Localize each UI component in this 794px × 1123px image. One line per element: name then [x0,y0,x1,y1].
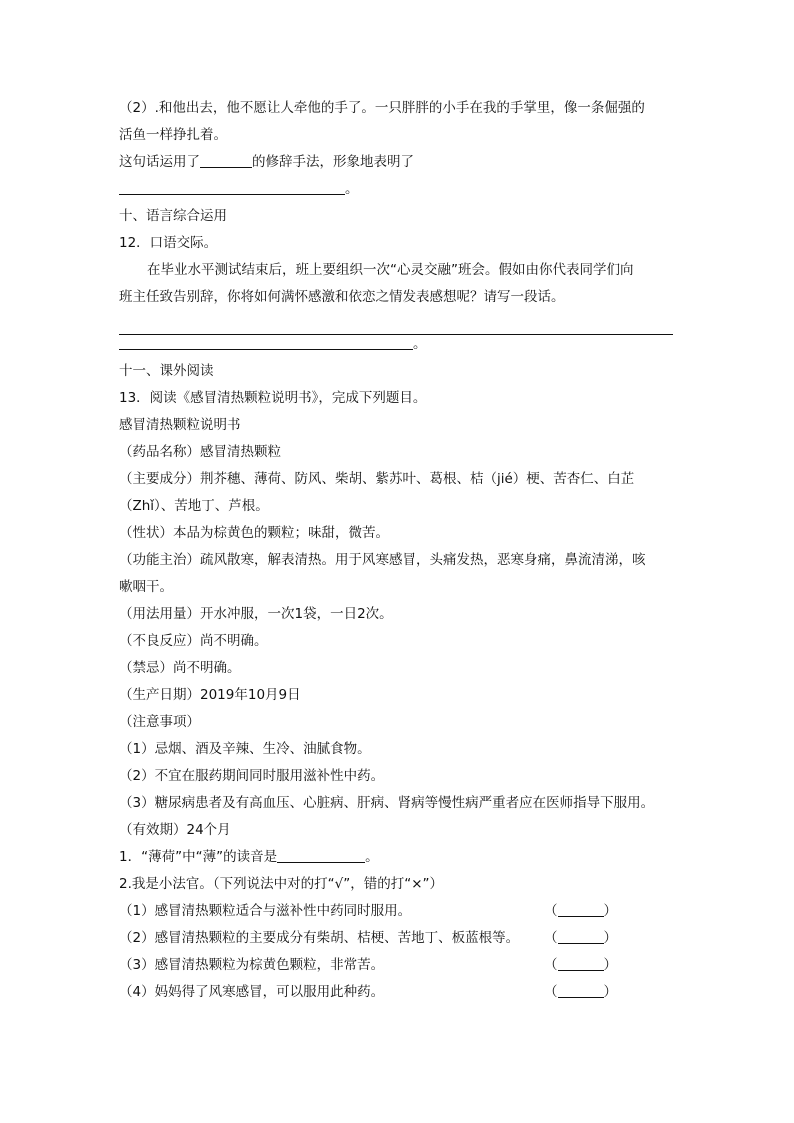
judgment-text: （1）感冒清热颗粒适合与滋补性中药同时服用。 [119,903,412,919]
judgment-answer-box[interactable]: （ ） [544,979,617,1006]
leaflet-line: （主要成分）荆芥穗、薄荷、防风、柴胡、紫苏叶、葛根、桔（jié）梗、苦杏仁、白芷 [119,471,635,487]
q12-body-2: 班主任致告别辞，你将如何满怀感激和依恋之情发表感想呢？请写一段话。 [119,289,565,305]
q2-line-3-suffix: 的修辞手法，形象地表明了 [252,154,414,170]
leaflet-line: （生产日期）2019年10月9日 [119,687,301,703]
judgment-text: （4）妈妈得了风寒感冒，可以服用此种药。 [119,984,385,1000]
leaflet-title: 感冒清热颗粒说明书 [119,417,241,433]
judgment-text: （2）感冒清热颗粒的主要成分有柴胡、桔梗、苦地丁、板蓝根等。 [119,930,520,946]
judgment-item [119,898,675,925]
q12-answer-end: 。 [413,336,427,352]
leaflet-line: （2）不宜在服药期间同时服用滋补性中药。 [119,768,385,784]
judgment-blank[interactable] [558,927,604,944]
worksheet-page [119,95,675,1006]
leaflet-line: （性状）本品为棕黄色的颗粒；味甜，微苦。 [119,525,389,541]
leaflet-line: （功能主治）疏风散寒，解表清热。用于风寒感冒，头痛发热，恶寒身痛，鼻流清涕，咳 [119,552,646,568]
section-11-heading: 十一、课外阅读 [119,363,214,379]
leaflet-line: （1）忌烟、酒及辛辣、生冷、油腻食物。 [119,741,371,757]
q2-line-3 [119,149,675,176]
q13-sub-1-end: 。 [365,849,379,865]
section-10-heading: 十、语言综合运用 [119,208,227,224]
leaflet-line: （有效期）24个月 [119,822,231,838]
q2-line-4-end: 。 [345,181,359,197]
q12-answer-row-2 [119,331,675,358]
judgment-blank[interactable] [558,954,604,971]
rhetoric-blank[interactable] [200,151,252,168]
judgment-answer-box[interactable]: （ ） [544,952,617,979]
q2-line-4 [119,176,675,203]
leaflet-line: （禁忌）尚不明确。 [119,660,241,676]
leaflet-line: （不良反应）尚不明确。 [119,633,268,649]
leaflet-line: （药品名称）感冒清热颗粒 [119,444,281,460]
q13-sub-2-title: 2.我是小法官。（下列说法中对的打“√”，错的打“×”） [119,876,444,892]
q13-title: 13．阅读《感冒清热颗粒说明书》，完成下列题目。 [119,390,427,406]
leaflet-line: 嗽咽干。 [119,579,173,595]
judgment-answer-box[interactable]: （ ） [544,925,617,952]
q13-sub-1-prefix: 1．“薄荷”中“薄”的读音是 [119,849,278,865]
judgment-text: （3）感冒清热颗粒为棕黄色颗粒，非常苦。 [119,957,385,973]
leaflet-line: （注意事项） [119,714,200,730]
q12-title: 12．口语交际。 [119,235,218,251]
q2-line-3-prefix: 这句话运用了 [119,154,200,170]
judgment-answer-box[interactable]: （ ） [544,898,617,925]
meaning-blank[interactable] [119,178,345,195]
judgment-blank[interactable] [558,900,604,917]
judgment-item [119,952,675,979]
judgment-blank[interactable] [558,981,604,998]
pronunciation-blank[interactable] [277,846,365,863]
q2-line-1: （2）.和他出去，他不愿让人牵他的手了。一只胖胖的小手在我的手掌里，像一条倔强的 [119,100,645,116]
leaflet-line: （Zhǐ）、苦地丁、芦根。 [119,498,269,514]
q13-sub-1 [119,844,675,871]
judgment-item [119,979,675,1006]
leaflet-line: （3）糖尿病患者及有高血压、心脏病、肝病、肾病等慢性病严重者应在医师指导下服用。 [119,795,655,811]
q2-line-2: 活鱼一样挣扎着。 [119,127,227,143]
judgment-item [119,925,675,952]
q12-body-1: 在毕业水平测试结束后，班上要组织一次“心灵交融”班会。假如由你代表同学们向 [147,262,634,278]
leaflet-line: （用法用量）开水冲服，一次1袋，一日2次。 [119,606,393,622]
q12-answer-line-2[interactable] [119,333,413,350]
